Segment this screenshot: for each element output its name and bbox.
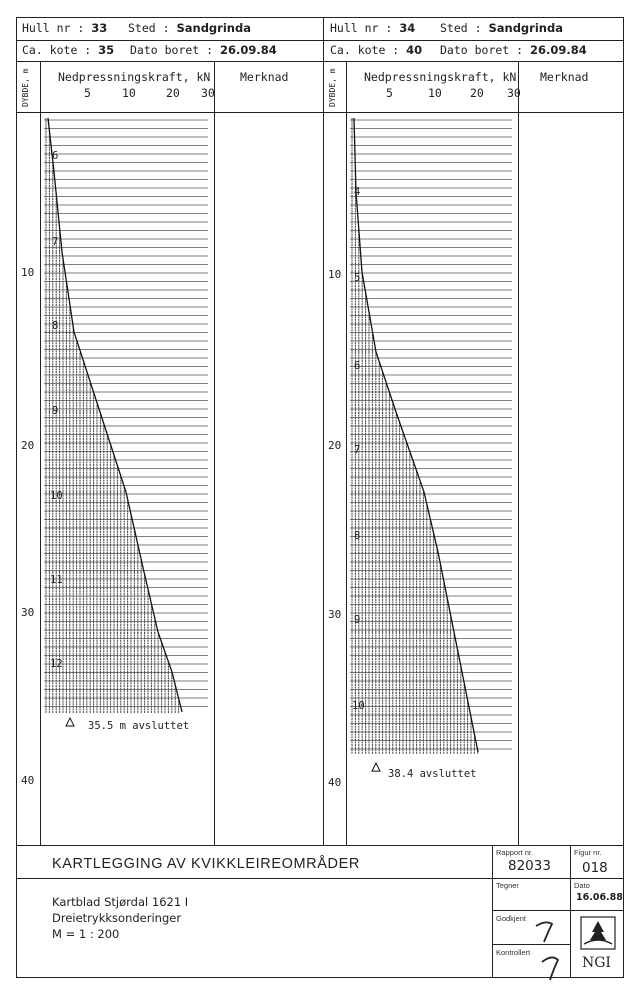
hole2-depth-axis-label: DYBDE, m (328, 68, 337, 107)
hole2-force-tick: 10 (428, 86, 442, 100)
hole1-force-tick: 30 (201, 86, 215, 100)
title-block-mid-line (16, 878, 492, 879)
hole2-force-tick: 30 (507, 86, 521, 100)
hole1-depth-tick: 20 (21, 439, 35, 452)
hole1-remark-col-line (214, 61, 215, 845)
hole2-kote: Ca. kote : 40 (330, 43, 423, 57)
header-row-divider (16, 40, 624, 41)
hole2-hull: Hull nr : 34 (330, 21, 416, 35)
end-marker-icon (66, 718, 74, 726)
title-block-top-line (16, 845, 624, 846)
hole1-remark-label: Merknad (240, 70, 289, 84)
hole1-depth-axis-label: DYBDE, m (21, 68, 30, 107)
hole1-depth-tick: 30 (21, 606, 35, 619)
hole2-remark-col-line (518, 61, 519, 845)
hole1-sounding-graph (40, 112, 214, 845)
hole2-depth-tick: 20 (328, 439, 342, 452)
hole2-sted: Sted : Sandgrinda (440, 21, 563, 35)
hole1-depth-tick: 10 (21, 266, 35, 279)
hole2-depth-tick: 40 (328, 776, 342, 789)
hole2-dato: Dato boret : 26.09.84 (440, 43, 587, 57)
hole1-dato: Dato boret : 26.09.84 (130, 43, 277, 57)
header-bottom-line (16, 61, 624, 62)
hole1-hull: Hull nr : 33 (22, 21, 108, 35)
hole2-remark-label: Merknad (540, 70, 589, 84)
hole-divider (323, 17, 324, 845)
hole1-depth-tick: 40 (21, 774, 35, 787)
hole1-sted: Sted : Sandgrinda (128, 21, 251, 35)
hole2-force-axis-label: Nedpressningskraft, kN (364, 70, 517, 84)
hole1-force-tick: 5 (84, 86, 91, 100)
hole1-force-tick: 20 (166, 86, 180, 100)
hole2-depth-tick: 30 (328, 608, 342, 621)
hole2-force-tick: 5 (386, 86, 393, 100)
hole2-sounding-graph (346, 112, 518, 845)
hole1-kote: Ca. kote : 35 (22, 43, 115, 57)
hole1-force-axis-label: Nedpressningskraft, kN (58, 70, 211, 84)
hole1-force-tick: 10 (122, 86, 136, 100)
force-curve (48, 118, 182, 712)
hole2-force-tick: 20 (470, 86, 484, 100)
hole2-depth-tick: 10 (328, 268, 342, 281)
